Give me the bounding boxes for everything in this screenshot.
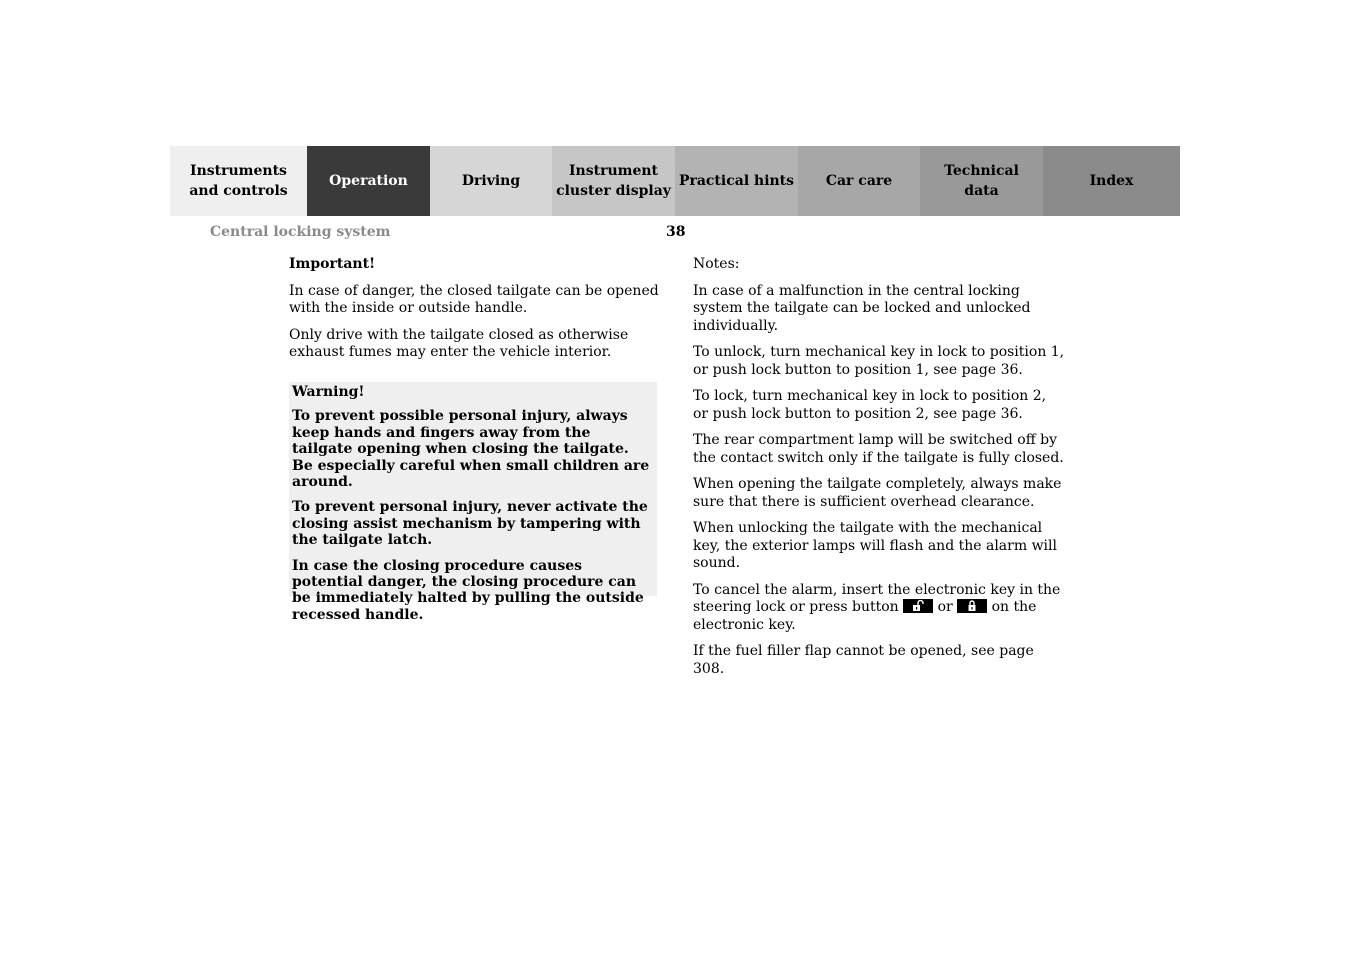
- alarm-text-end: on the electronic key.: [693, 599, 1037, 633]
- important-heading: Important!: [289, 256, 376, 272]
- lock-icon: [957, 599, 987, 613]
- right-column: [693, 256, 1065, 687]
- warning-box: [289, 382, 657, 623]
- warning-paragraph: To prevent possible personal injury, always keep hands and fingers away from the tailgate opening when closing the tailgate. Be especially careful when small children are around.: [292, 408, 650, 491]
- tab-technical-data[interactable]: Technical data: [920, 146, 1043, 216]
- section-title: Central locking system: [210, 224, 391, 240]
- tab-driving[interactable]: Driving: [430, 146, 552, 216]
- tab-car-care[interactable]: Car care: [798, 146, 920, 216]
- left-column: [289, 256, 659, 371]
- alarm-or-text: or: [937, 599, 953, 615]
- alarm-text-start: To cancel the alarm, insert the electronic key in the steering lock or press button: [693, 581, 1061, 615]
- notes-paragraph: The rear compartment lamp will be switched off by the contact switch only if the tailgate is fully closed.: [693, 432, 1064, 466]
- notes-heading: Notes:: [693, 256, 740, 272]
- notes-paragraph: When opening the tailgate completely, always make sure that there is sufficient overhead clearance.: [693, 476, 1062, 510]
- important-paragraph: Only drive with the tailgate closed as otherwise exhaust fumes may enter the vehicle interior.: [289, 326, 629, 360]
- chapter-tabs: [170, 146, 1180, 216]
- tab-index[interactable]: Index: [1043, 146, 1180, 216]
- notes-paragraph: To lock, turn mechanical key in lock to position 2, or push lock button to position 2, see page 36.: [693, 388, 1047, 422]
- notes-paragraph: In case of a malfunction in the central locking system the tailgate can be locked and unlocked individually.: [693, 282, 1031, 334]
- notes-paragraph: To unlock, turn mechanical key in lock to position 1, or push lock button to position 1, see page 36.: [693, 344, 1065, 378]
- tab-instruments-and-controls[interactable]: Instruments and controls: [170, 146, 307, 216]
- notes-paragraph: When unlocking the tailgate with the mechanical key, the exterior lamps will flash and the alarm will sound.: [693, 520, 1057, 571]
- warning-heading: Warning!: [292, 384, 365, 400]
- alarm-paragraph: [693, 582, 1065, 635]
- important-paragraph: In case of danger, the closed tailgate can be opened with the inside or outside handle.: [289, 282, 659, 316]
- tab-instrument-cluster-display[interactable]: Instrument cluster display: [552, 146, 675, 216]
- unlock-icon: [903, 599, 933, 613]
- warning-paragraph: In case the closing procedure causes potential danger, the closing procedure can be immediately halted by pulling the outside recessed handle.: [292, 557, 644, 623]
- warning-paragraph: To prevent personal injury, never activate the closing assist mechanism by tampering with the tailgate latch.: [292, 499, 648, 549]
- tab-practical-hints[interactable]: Practical hints: [675, 146, 798, 216]
- notes-paragraph: If the fuel filler flap cannot be opened, see page 308.: [693, 643, 1034, 677]
- tab-operation[interactable]: Operation: [307, 146, 430, 216]
- page-number: 38: [666, 224, 686, 240]
